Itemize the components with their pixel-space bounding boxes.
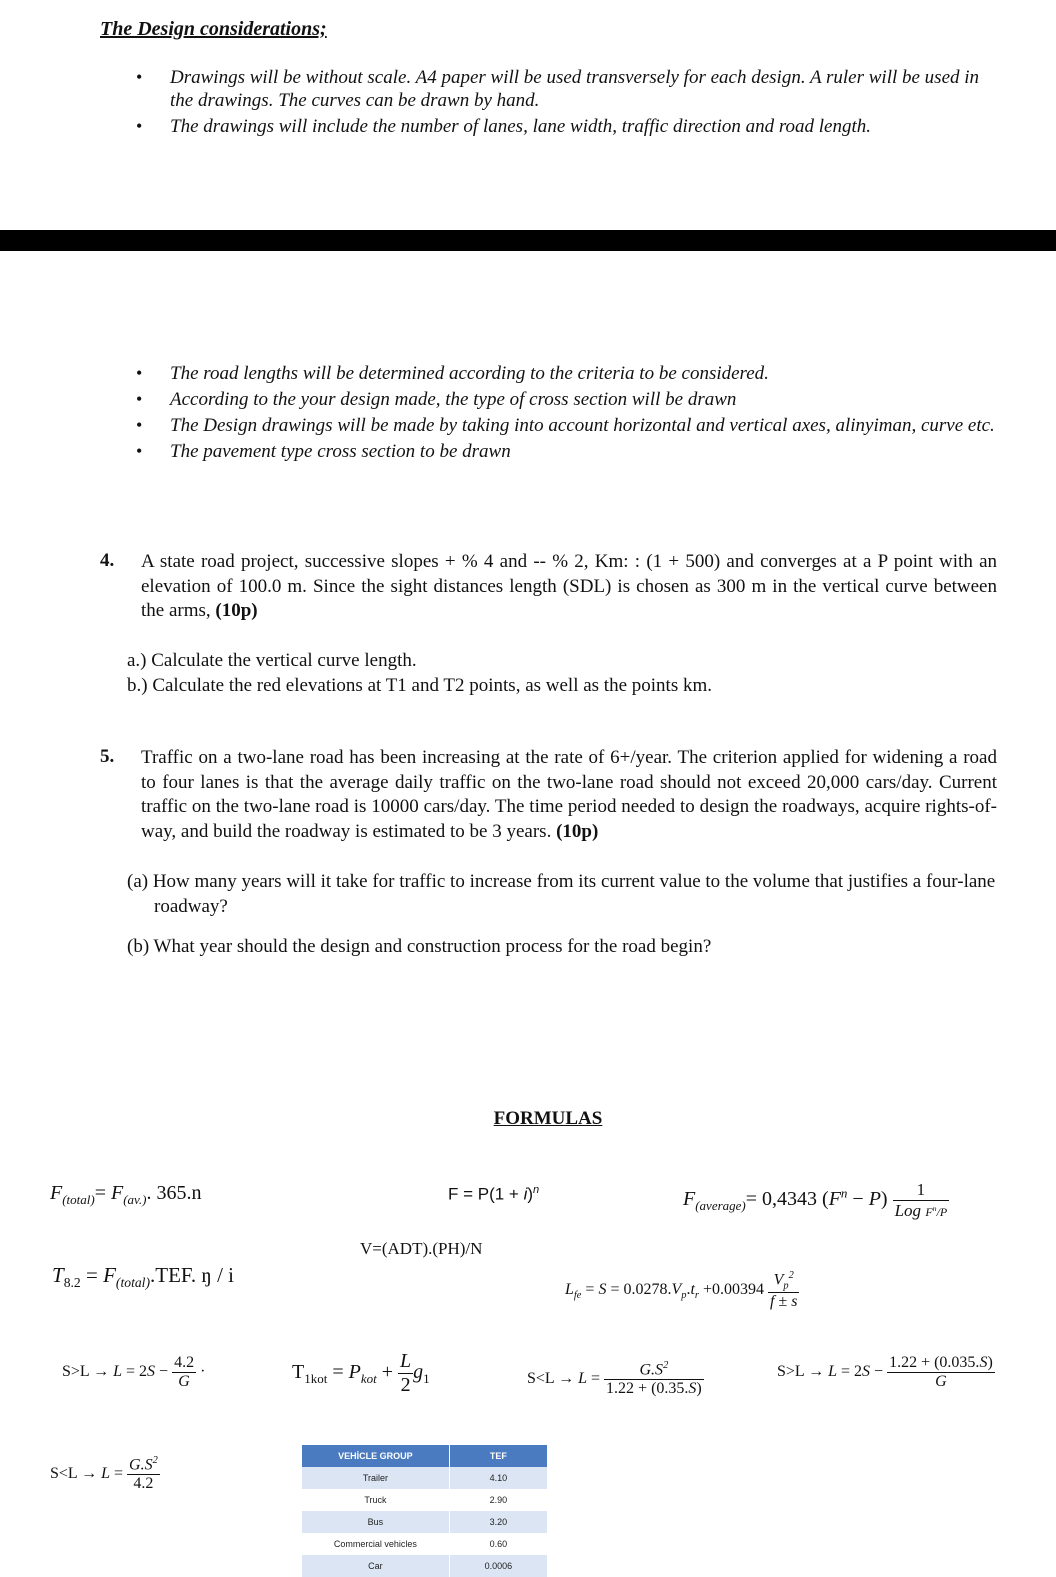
section-heading: The Design considerations; — [100, 18, 327, 40]
table-cell: Car — [302, 1555, 449, 1577]
question-4-body: A state road project, successive slopes + % 4 and -- % 2, Km: : (1 + 500) and converges at a P point with an elevation of 100.0 m. Since the sight distances length (SDL) is chosen as 300 m in the vertical curve between the arms, — [141, 551, 997, 621]
table-row — [302, 1555, 548, 1577]
question-5-body: Traffic on a two-lane road has been increasing at the rate of 6+/year. The criterion applied for widening a road to four lanes is that the average daily traffic on the two-lane road should not exceed 20,000 cars/day. Current traffic on the two-lane road is 10000 cars/day. The time period needed to design the roadways, acquire rights-of-way, and build the roadway is estimated to be 3 years. — [141, 747, 997, 842]
table-cell: 4.10 — [449, 1467, 547, 1489]
bullet-item: • The pavement type cross section to be drawn — [136, 440, 1001, 463]
table-row — [302, 1511, 548, 1533]
formula-design-volume: V=(ADT).(PH)/N — [360, 1239, 483, 1258]
formula-crest-s-less-l: S<L → L = $\frac{G.S^2}{4.2}$ — [50, 1455, 158, 1493]
question-4-number: 4. — [100, 550, 115, 571]
question-4-text — [141, 550, 997, 624]
formula-f-total: $F_{(total)}= F_{(av.)}$. 365.n — [50, 1182, 202, 1207]
vehicle-tef-table — [302, 1445, 548, 1577]
formula-compound-growth: $F = P(1 + i)^n$ — [448, 1184, 540, 1204]
question-5-points: (10p) — [556, 820, 599, 842]
table-cell: Truck — [302, 1489, 449, 1511]
formulas-title: FORMULAS — [493, 1108, 603, 1129]
table-cell: 3.20 — [449, 1511, 547, 1533]
table-row — [302, 1533, 548, 1555]
table-cell: Trailer — [302, 1467, 449, 1489]
bullet-item: • Drawings will be without scale. A4 paper will be used transversely for each design. A ruler will be used in the drawings. The curves can be drawn by hand. — [136, 66, 1001, 112]
table-cell: 2.90 — [449, 1489, 547, 1511]
bullet-item: • According to the your design made, the type of cross section will be drawn — [136, 388, 1001, 411]
formula-sag-s-less-l: S<L → L = $\frac{G.S^2}{1.22 + (0.35.S)}$ — [527, 1360, 702, 1398]
bullet-item: • The Design drawings will be made by taking into account horizontal and vertical axes, alinyiman, curve etc. — [136, 414, 1001, 437]
formula-stopping-sight-distance: $L_{fe} = S = 0.0278.V_p.t_r +0.00394$ $\frac{V_p^2}{f \pm s}$ — [565, 1270, 798, 1310]
question-4-points: (10p) — [215, 600, 258, 621]
page-separator-bar — [0, 230, 1056, 251]
bullet-item: • The drawings will include the number of lanes, lane width, traffic direction and road length. — [136, 115, 1001, 138]
table-cell: 0.0006 — [449, 1555, 547, 1577]
table-header-cell: VEHİCLE GROUP — [302, 1445, 449, 1467]
bullet-list-bottom — [136, 362, 1001, 466]
question-4-part-b: b.) Calculate the red elevations at T1 and T2 points, as well as the points km. — [127, 675, 713, 696]
question-5-number: 5. — [100, 746, 115, 767]
bullet-list-top — [136, 66, 1001, 141]
question-4-part-a: a.) Calculate the vertical curve length. — [127, 650, 417, 671]
question-5-part-a: (a) How many years will it take for traffic to increase from its current value to the volume that justifies a four-lane roadway? — [127, 871, 996, 917]
table-row — [302, 1467, 548, 1489]
table-cell: Bus — [302, 1511, 449, 1533]
question-5-text — [141, 746, 997, 844]
table-header-row — [302, 1445, 548, 1467]
table-cell: Commercial vehicles — [302, 1533, 449, 1555]
table-header-cell: TEF — [449, 1445, 547, 1467]
formula-crest-s-greater-l: S>L → L = 2S − $\frac{4.2}{G}$ · — [62, 1354, 206, 1390]
bullet-item: • The road lengths will be determined according to the criteria to be considered. — [136, 362, 1001, 385]
formula-sag-s-greater-l: S>L → L = 2S − $\frac{1.22 + (0.035.S)}{G}$ — [777, 1354, 993, 1390]
question-5-part-b: (b) What year should the design and construction process for the road begin? — [127, 936, 712, 957]
table-row — [302, 1489, 548, 1511]
table-cell: 0.60 — [449, 1533, 547, 1555]
formula-f-average: $F_{(average)}= 0,4343$ $(F^n - P)$ $\frac{1}{Log F^n/P}$ — [683, 1180, 948, 1220]
formula-t82: $T_{8.2} = F_{(total)}.TEF$. ŋ / i — [52, 1263, 234, 1291]
formula-t1-elevation: $T_{1kot} = P_{kot}$ + $\frac{L}{2}$ $g_1$ — [292, 1350, 430, 1396]
